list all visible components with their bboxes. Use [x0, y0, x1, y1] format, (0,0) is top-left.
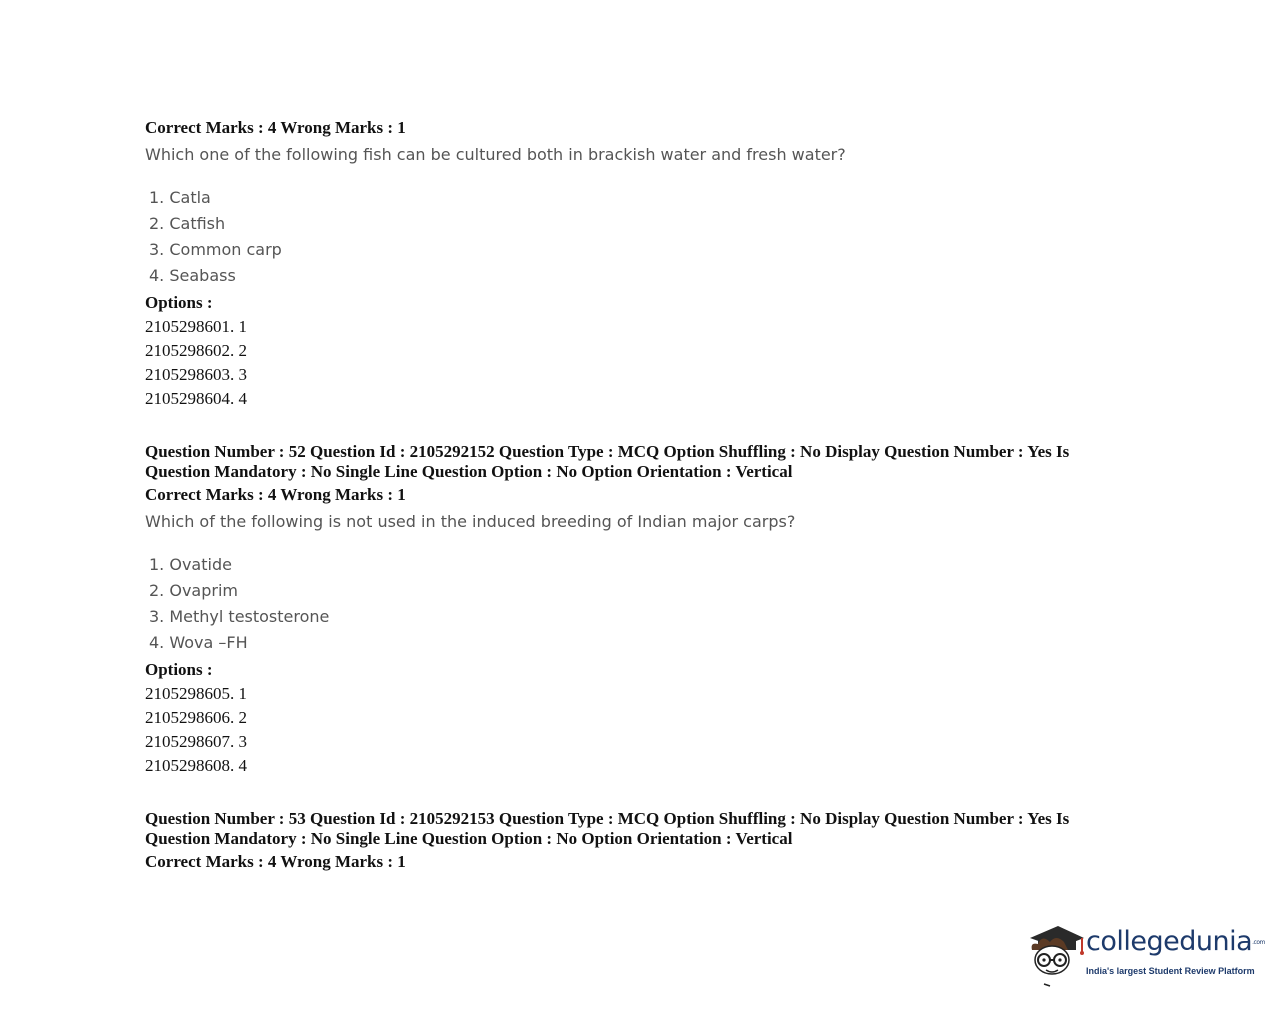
q51-option-id-1: 2105298601. 1	[145, 317, 247, 336]
q51-options-label: Options :	[145, 293, 213, 312]
q52-question-text: Which of the following is not used in the induced breeding of Indian major carps?	[145, 512, 796, 531]
q53-marks: Correct Marks : 4 Wrong Marks : 1	[145, 852, 406, 871]
q51-choice-2: 2. Catfish	[149, 214, 226, 233]
q51-choice-1: 1. Catla	[149, 188, 211, 207]
q52-option-id-3: 2105298607. 3	[145, 732, 247, 751]
q51-choice-3: 3. Common carp	[149, 240, 282, 259]
q52-marks: Correct Marks : 4 Wrong Marks : 1	[145, 485, 406, 504]
collegedunia-logo	[1024, 920, 1264, 990]
logo-tagline: India's largest Student Review Platform	[1086, 966, 1255, 976]
q52-option-id-4: 2105298608. 4	[145, 756, 247, 775]
q51-choice-4: 4. Seabass	[149, 266, 236, 285]
q51-option-id-2: 2105298602. 2	[145, 341, 247, 360]
logo-suffix: .com	[1252, 939, 1265, 946]
q53-header: Question Number : 53 Question Id : 2105292153 Question Type : MCQ Option Shuffling : No Display Question Number : Yes Is Question Mandatory : No Single Line Question Option : No Option Orientation : Vertical	[145, 809, 1070, 848]
q51-option-id-4: 2105298604. 4	[145, 389, 247, 408]
q51-question-text: Which one of the following fish can be cultured both in brackish water and fresh water?	[145, 145, 846, 164]
mascot-graduate-icon	[1024, 920, 1086, 990]
logo-name: collegedunia	[1086, 926, 1253, 957]
q51-marks: Correct Marks : 4 Wrong Marks : 1	[145, 118, 406, 137]
q52-choice-1: 1. Ovatide	[149, 555, 232, 574]
q52-choice-4: 4. Wova –FH	[149, 633, 248, 652]
q52-header: Question Number : 52 Question Id : 2105292152 Question Type : MCQ Option Shuffling : No Display Question Number : Yes Is Question Mandatory : No Single Line Question Option : No Option Orientation : Vertical	[145, 442, 1070, 481]
q52-option-id-1: 2105298605. 1	[145, 684, 247, 703]
q52-choice-2: 2. Ovaprim	[149, 581, 238, 600]
logo-wordmark	[1086, 926, 1265, 957]
q51-option-id-3: 2105298603. 3	[145, 365, 247, 384]
q52-options-label: Options :	[145, 660, 213, 679]
q52-option-id-2: 2105298606. 2	[145, 708, 247, 727]
q52-choice-3: 3. Methyl testosterone	[149, 607, 330, 626]
